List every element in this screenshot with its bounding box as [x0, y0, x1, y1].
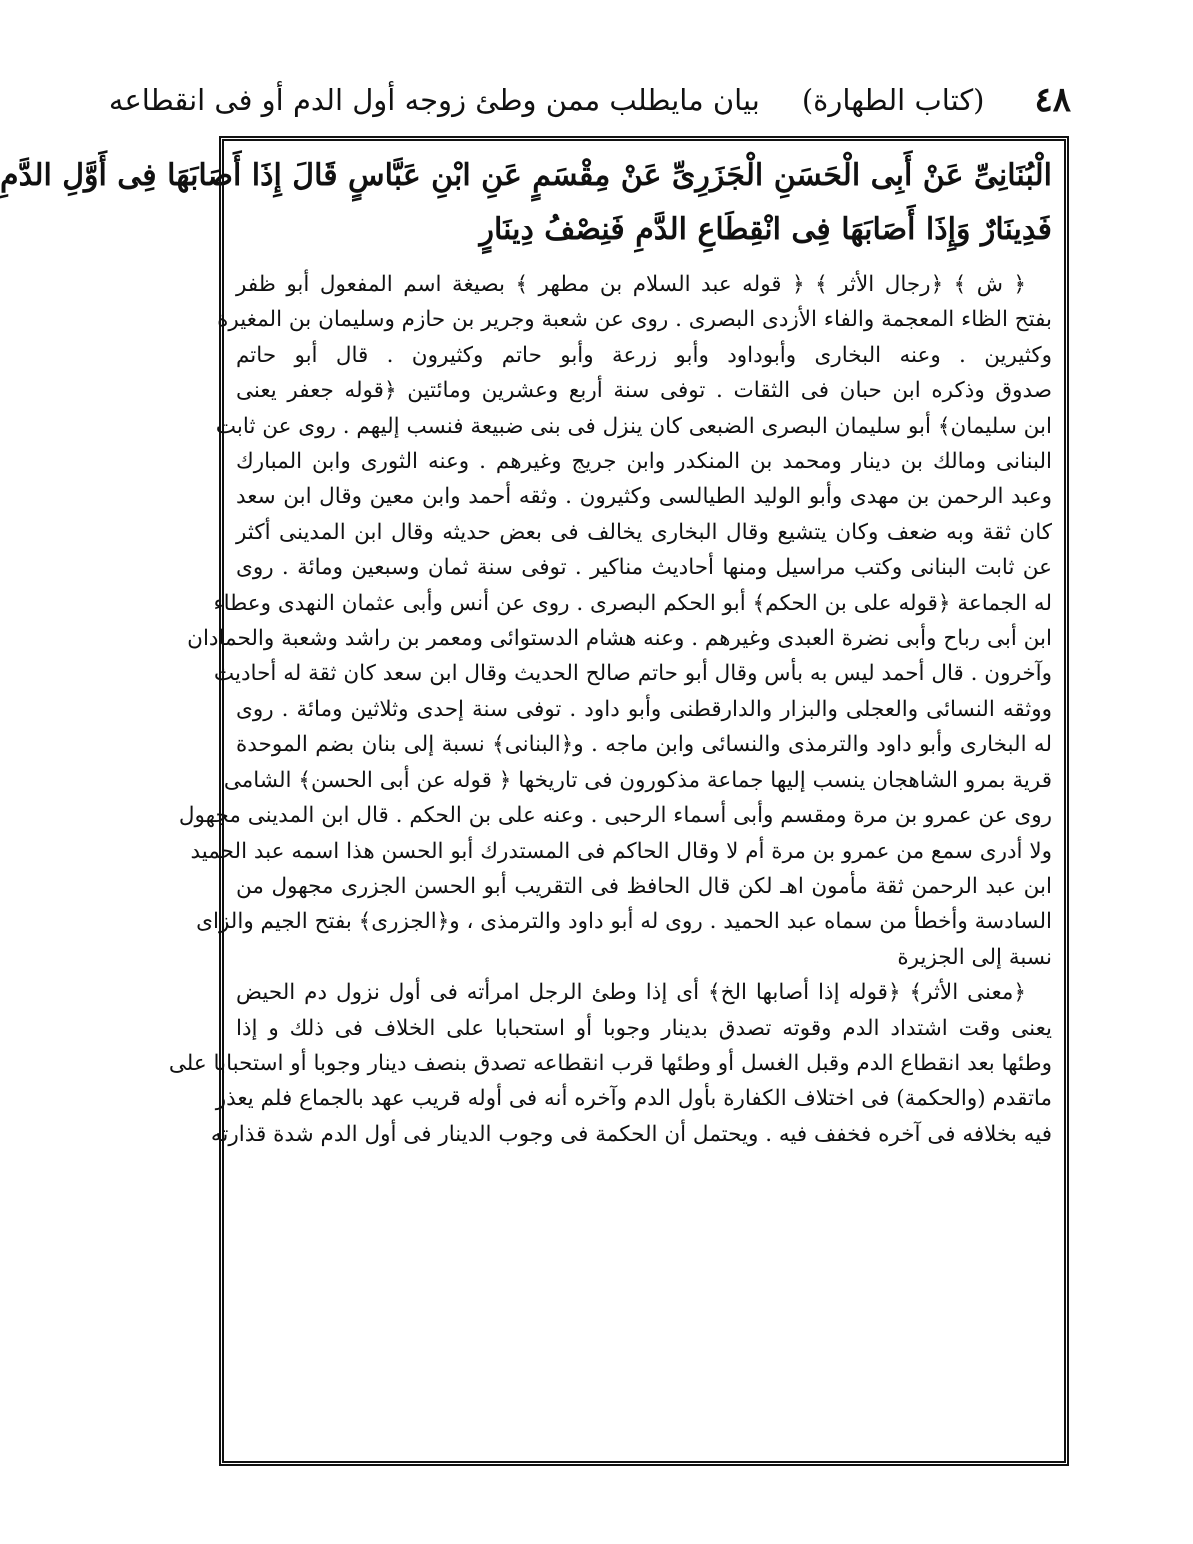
- text-frame: [0, 136, 1069, 1466]
- commentary-line: فيه بخلافه فى آخره فخفف فيه . ويحتمل أن الحكمة فى وجوب الدينار فى أول الدم شدة قذارته: [210, 1121, 1052, 1147]
- commentary-line: بفتح الظاء المعجمة والفاء الأزدى البصرى . روى عن شعبة وجرير بن حازم وسليمان بن المغيرة: [217, 307, 1052, 333]
- commentary-line: يعنى وقت اشتداد الدم وقوته تصدق بدينار وجوبا أو استحبابا على الخلاف فى ذلك و إذا: [236, 1015, 1052, 1041]
- commentary-text: [168, 267, 1052, 1152]
- commentary-line: صدوق وذكره ابن حبان فى الثقات . توفى سنة أربع وعشرين ومائتين ﴿قوله جعفر يعنى: [236, 378, 1052, 404]
- commentary-line: ﴿ ش ﴾ ﴿رجال الأثر ﴾ ﴿ قوله عبد السلام بن مطهر ﴾ بصيغة اسم المفعول أبو ظفر: [236, 272, 1026, 297]
- text-body: [0, 149, 1052, 1455]
- commentary-line: ﴿معنى الأثر﴾ ﴿قوله إذا أصابها الخ﴾ أى إذا وطئ الرجل امرأته فى أول نزول دم الحيض: [236, 980, 1026, 1006]
- commentary-line: ابن أبى رباح وأبى نضرة العبدى وغيرهم . وعنه هشام الدستوائى ومعمر بن راشد وشعبة والحمادان: [187, 626, 1052, 652]
- commentary-line: وعبد الرحمن بن مهدى وأبو الوليد الطيالسى وكثيرون . وثقه أحمد وابن معين وقال ابن سعد: [236, 484, 1052, 510]
- commentary-line: قرية بمرو الشاهجان ينسب إليها جماعة مذكورون فى تاريخها ﴿ قوله عن أبى الحسن﴾ الشامى: [223, 767, 1052, 793]
- commentary-line: ابن عبد الرحمن ثقة مأمون اهـ لكن قال الحافظ فى التقريب أبو الحسن الجزرى مجهول من: [236, 873, 1052, 899]
- commentary-line: وطئها بعد انقطاع الدم وقبل الغسل أو وطئها قرب انقطاعه تصدق بنصف دينار وجوبا أو استحبابا على: [168, 1050, 1052, 1076]
- hadith-line: فَدِينَارٌ وَإِذَا أَصَابَهَا فِى انْقِطَاعِ الدَّمِ فَنِصْفُ دِينَارٍ: [479, 212, 1052, 247]
- commentary-line: نسبة إلى الجزيرة: [897, 944, 1052, 970]
- commentary-line: السادسة وأخطأ من سماه عبد الحميد . روى له أبو داود والترمذى ، و﴿الجزرى﴾ بفتح الجيم والزاى: [196, 909, 1052, 935]
- commentary-line: ابن سليمان﴾ أبو سليمان البصرى الضبعى كان ينزل فى بنى ضبيعة فنسب إليهم . روى عن ثابت: [215, 413, 1052, 439]
- commentary-line: ماتقدم (والحكمة) فى اختلاف الكفارة بأول الدم وآخره أنه فى أوله قريب عهد بالجماع فلم يعذر: [215, 1086, 1052, 1112]
- commentary-line: عن ثابت البنانى وكتب مراسيل ومنها أحاديث مناكير . توفى سنة ثمان وسبعين ومائة . روى: [236, 555, 1052, 581]
- commentary-line: له الجماعة ﴿قوله على بن الحكم﴾ أبو الحكم البصرى . روى عن أنس وأبى عثمان النهدى وعطاء: [213, 590, 1052, 616]
- page-header: [108, 70, 1071, 130]
- commentary-line: روى عن عمرو بن مرة ومقسم وأبى أسماء الرحبى . وعنه على بن الحكم . قال ابن المدينى مجهول: [178, 803, 1052, 829]
- commentary-line: له البخارى وأبو داود والترمذى والنسائى وابن ماجه . و﴿البنانى﴾ نسبة إلى بنان بضم الموحدة: [236, 732, 1052, 758]
- commentary-line: ووثقه النسائى والعجلى والبزار والدارقطنى وأبو داود . توفى سنة إحدى وثلاثين ومائة . روى: [236, 696, 1052, 722]
- commentary-line: كان ثقة وبه ضعف وكان يتشيع وقال البخارى يخالف فى بعض حديثه وقال ابن المدينى أكثر: [236, 519, 1052, 545]
- chapter-title: بيان مايطلب ممن وطئ زوجه أول الدم أو فى انقطاعه: [108, 83, 760, 117]
- commentary-line: وآخرون . قال أحمد ليس به بأس وقال أبو حاتم صالح الحديث وقال ابن سعد كان ثقة له أحاديث: [213, 661, 1052, 687]
- book-title: (كتاب الطهارة): [801, 83, 985, 117]
- page-number: ٤٨: [1034, 80, 1071, 120]
- commentary-line: ولا أدرى سمع من عمرو بن مرة أم لا وقال الحاكم فى المستدرك أبو الحسن هذا اسمه عبد الحميد: [190, 838, 1052, 864]
- commentary-line: البنانى ومالك بن دينار ومحمد بن المنكدر وابن جريج وغيرهم . وعنه الثورى وابن المبارك: [236, 449, 1052, 475]
- hadith-line: الْبُنَانِىِّ عَنْ أَبِى الْحَسَنِ الْجَزَرِىِّ عَنْ مِقْسَمٍ عَنِ ابْنِ عَبَّاسٍ قَالَ إِذَا أَصَابَهَا فِى أَوَّلِ الدَّمِ: [0, 158, 1052, 193]
- commentary-line: وكثيرين . وعنه البخارى وأبوداود وأبو زرعة وأبو حاتم وكثيرون . قال أبو حاتم: [236, 342, 1052, 368]
- hadith-text: [0, 149, 1052, 257]
